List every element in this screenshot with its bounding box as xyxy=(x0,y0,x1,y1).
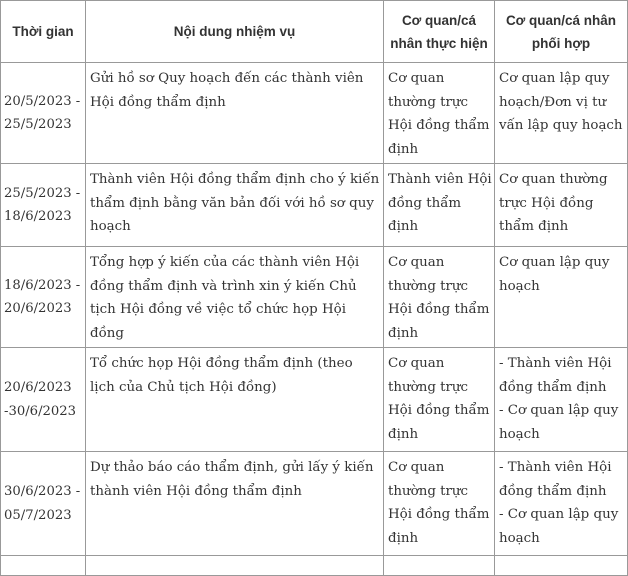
performer-cell xyxy=(384,556,495,576)
time-cell: 30/6/2023 - 05/7/2023 xyxy=(1,452,86,556)
performer-cell: Cơ quan thường trực Hội đồng thẩm định xyxy=(384,63,495,164)
coordinator-cell xyxy=(495,452,628,556)
content-cell: Dự thảo báo cáo thẩm định, gửi lấy ý kiến thành viên Hội đồng thẩm định xyxy=(86,452,384,556)
header-content: Nội dung nhiệm vụ xyxy=(86,1,384,63)
coordinator-line: - Thành viên Hội đồng thẩm định xyxy=(499,356,612,395)
coordinator-line: Cơ quan lập quy hoạch xyxy=(499,255,610,294)
coordinator-cell xyxy=(495,348,628,452)
header-row xyxy=(1,1,628,63)
performer-cell: Cơ quan thường trực Hội đồng thẩm định xyxy=(384,452,495,556)
coordinator-line: - Cơ quan lập quy hoạch xyxy=(499,507,619,546)
table-row xyxy=(1,63,628,164)
header-time: Thời gian xyxy=(1,1,86,63)
coordinator-line: Cơ quan lập quy hoạch/Đơn vị tư vấn lập quy hoạch xyxy=(499,71,623,133)
header-performer: Cơ quan/cá nhân thực hiện xyxy=(384,1,495,63)
coordinator-line: - Cơ quan lập quy hoạch xyxy=(499,403,619,442)
table-row xyxy=(1,247,628,348)
table-row xyxy=(1,452,628,556)
performer-cell: Thành viên Hội đồng thẩm định xyxy=(384,164,495,247)
coordinator-cell xyxy=(495,63,628,164)
performer-cell: Cơ quan thường trực Hội đồng thẩm định xyxy=(384,247,495,348)
time-cell: 20/5/2023 - 25/5/2023 xyxy=(1,63,86,164)
table-row-partial xyxy=(1,556,628,576)
coordinator-line: Cơ quan thường trực Hội đồng thẩm định xyxy=(499,172,608,234)
coordinator-cell xyxy=(495,164,628,247)
performer-cell: Cơ quan thường trực Hội đồng thẩm định xyxy=(384,348,495,452)
coordinator-line: - Thành viên Hội đồng thẩm định xyxy=(499,460,612,499)
time-cell: 25/5/2023 - 18/6/2023 xyxy=(1,164,86,247)
content-cell: Tổng hợp ý kiến của các thành viên Hội đồng thẩm định và trình xin ý kiến Chủ tịch Hội đồng về việc tổ chức họp Hội đồng xyxy=(86,247,384,348)
time-cell xyxy=(1,556,86,576)
content-cell: Tổ chức họp Hội đồng thẩm định (theo lịch của Chủ tịch Hội đồng) xyxy=(86,348,384,452)
content-cell xyxy=(86,556,384,576)
header-coordinator: Cơ quan/cá nhân phối hợp xyxy=(495,1,628,63)
time-cell: 20/6/2023 -30/6/2023 xyxy=(1,348,86,452)
table-row xyxy=(1,348,628,452)
table-row xyxy=(1,164,628,247)
content-cell: Gửi hồ sơ Quy hoạch đến các thành viên Hội đồng thẩm định xyxy=(86,63,384,164)
content-cell: Thành viên Hội đồng thẩm định cho ý kiến thẩm định bằng văn bản đối với hồ sơ quy hoạch xyxy=(86,164,384,247)
coordinator-cell xyxy=(495,247,628,348)
time-cell: 18/6/2023 - 20/6/2023 xyxy=(1,247,86,348)
coordinator-cell xyxy=(495,556,628,576)
